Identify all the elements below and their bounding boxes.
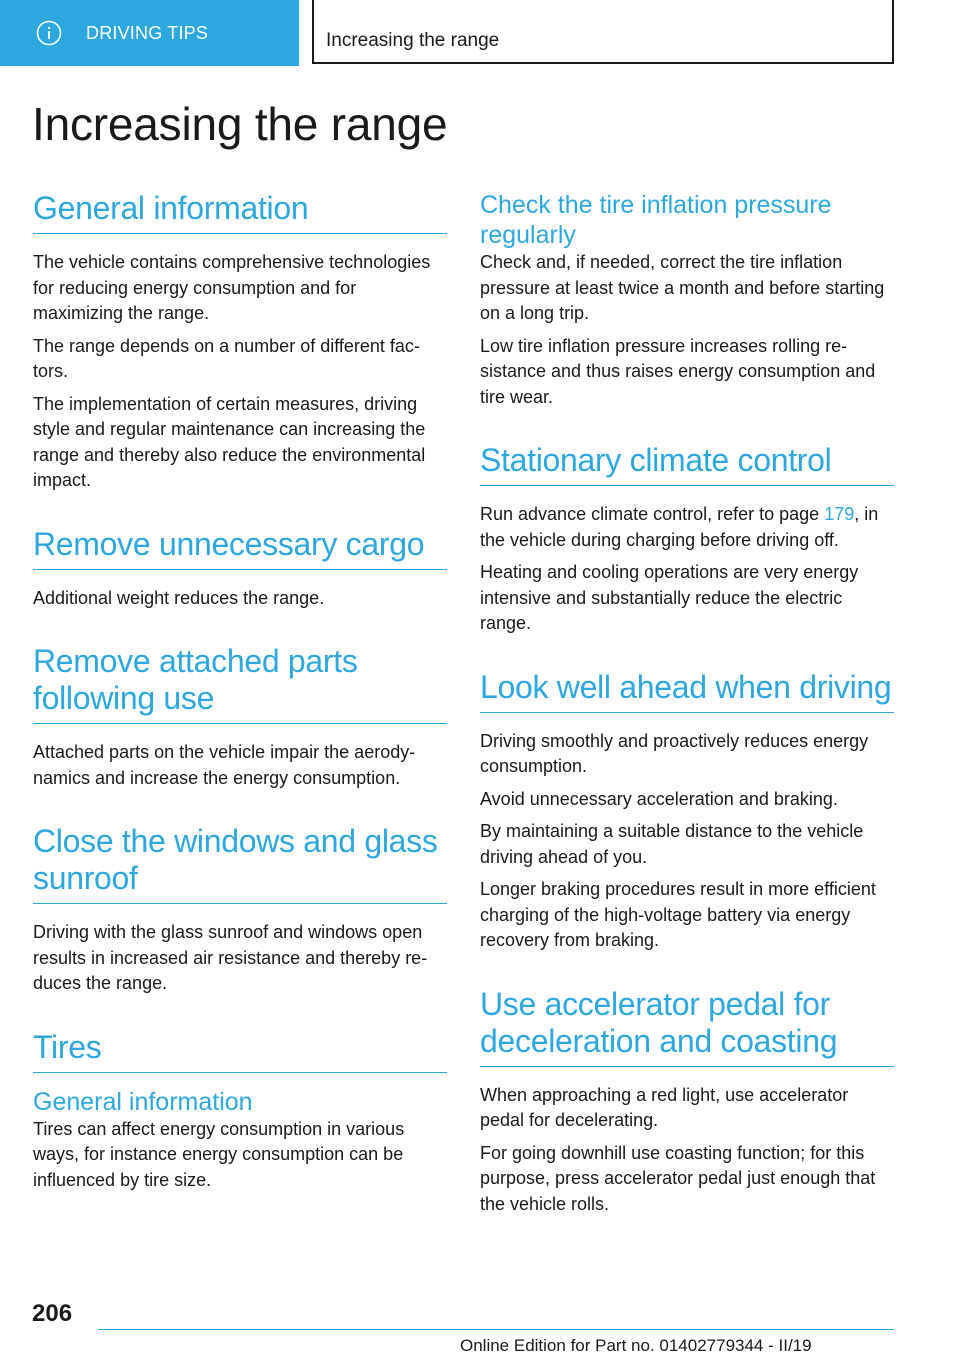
paragraph: Driving smoothly and proactively reduces energy consumption.: [480, 730, 869, 776]
paragraph: Check and, if needed, correct the tire inflation pressure at least twice a month and before starting on a long trip.: [480, 252, 885, 323]
info-icon: [36, 20, 62, 46]
heading-general-information: General information: [33, 190, 447, 234]
left-column: [33, 190, 447, 1200]
paragraph: Avoid unnecessary acceleration and braking.: [480, 788, 838, 809]
heading-look-ahead: Look well ahead when driving: [480, 669, 894, 713]
section-remove-cargo: [33, 526, 447, 612]
subheading-tire-pressure: Check the tire inflation pressure regularly: [480, 191, 832, 249]
paragraph: By maintaining a suitable distance to the vehicle driving ahead of you.: [480, 821, 864, 867]
section-tire-pressure: [480, 190, 894, 410]
paragraph: Heating and cooling operations are very energy intensive and substantially reduce the electric range.: [480, 562, 859, 633]
section-tires: [33, 1029, 447, 1194]
paragraph: Attached parts on the vehicle impair the aerodynamics and increase the energy consumption.: [33, 742, 416, 788]
heading-stationary-climate: Stationary climate control: [480, 442, 894, 486]
paragraph: When approaching a red light, use accelerator pedal for decelerating.: [480, 1084, 849, 1130]
paragraph: For going downhill use coasting function; for this purpose, press accelerator pedal just enough that the vehicle rolls.: [480, 1142, 876, 1214]
subheading-general-information: General information: [33, 1087, 253, 1116]
page-title: Increasing the range: [32, 98, 448, 150]
section-remove-attached-parts: [33, 643, 447, 791]
edition-text: Online Edition for Part no. 01402779344 - II/19: [460, 1336, 812, 1355]
text: , in the vehicle during charging before driving off.: [480, 504, 879, 550]
footer-divider: [98, 1329, 894, 1330]
section-look-ahead: [480, 669, 894, 954]
section-general-information: [33, 190, 447, 494]
heading-accelerator-pedal: Use accelerator pedal for deceleration and coasting: [480, 986, 894, 1067]
right-column: [480, 190, 894, 1224]
page-number: 206: [32, 1300, 73, 1327]
paragraph: Tires can affect energy consumption in various ways, for instance energy consumption can be influenced by tire size.: [33, 1118, 405, 1190]
paragraph: Low tire inflation pressure increases rolling resistance and thus raises energy consumption and tire wear.: [480, 335, 876, 407]
text: Run advance climate control, refer to page: [480, 504, 825, 524]
paragraph: Additional weight reduces the range.: [33, 587, 325, 608]
paragraph: Driving with the glass sunroof and windows open results in increased air resistance and thereby reduces the range.: [33, 922, 428, 993]
paragraph: Longer braking procedures result in more efficient charging of the high-voltage battery via energy recovery from braking.: [480, 879, 876, 950]
section-tab: [0, 0, 299, 66]
chapter-title: Increasing the range: [326, 30, 500, 51]
section-accelerator-pedal: [480, 986, 894, 1218]
heading-tires: Tires: [33, 1029, 447, 1073]
section-label: DRIVING TIPS: [86, 22, 209, 43]
heading-remove-attached-parts: Remove attached parts following use: [33, 643, 447, 724]
chapter-title-tab: [312, 0, 894, 64]
paragraph: The range depends on a number of different factors.: [33, 335, 420, 381]
heading-remove-cargo: Remove unnecessary cargo: [33, 526, 447, 570]
page-reference-link[interactable]: 179: [824, 504, 855, 524]
paragraph: [480, 502, 894, 553]
heading-close-windows: Close the windows and glass sunroof: [33, 823, 447, 904]
section-close-windows: [33, 823, 447, 997]
paragraph: The implementation of certain measures, driving style and regular maintenance can increasing the range and thereby also reduce the environmental impact.: [33, 393, 426, 490]
section-stationary-climate: [480, 442, 894, 637]
paragraph: The vehicle contains comprehensive technologies for reducing energy consumption and for maximizing the range.: [33, 252, 431, 323]
